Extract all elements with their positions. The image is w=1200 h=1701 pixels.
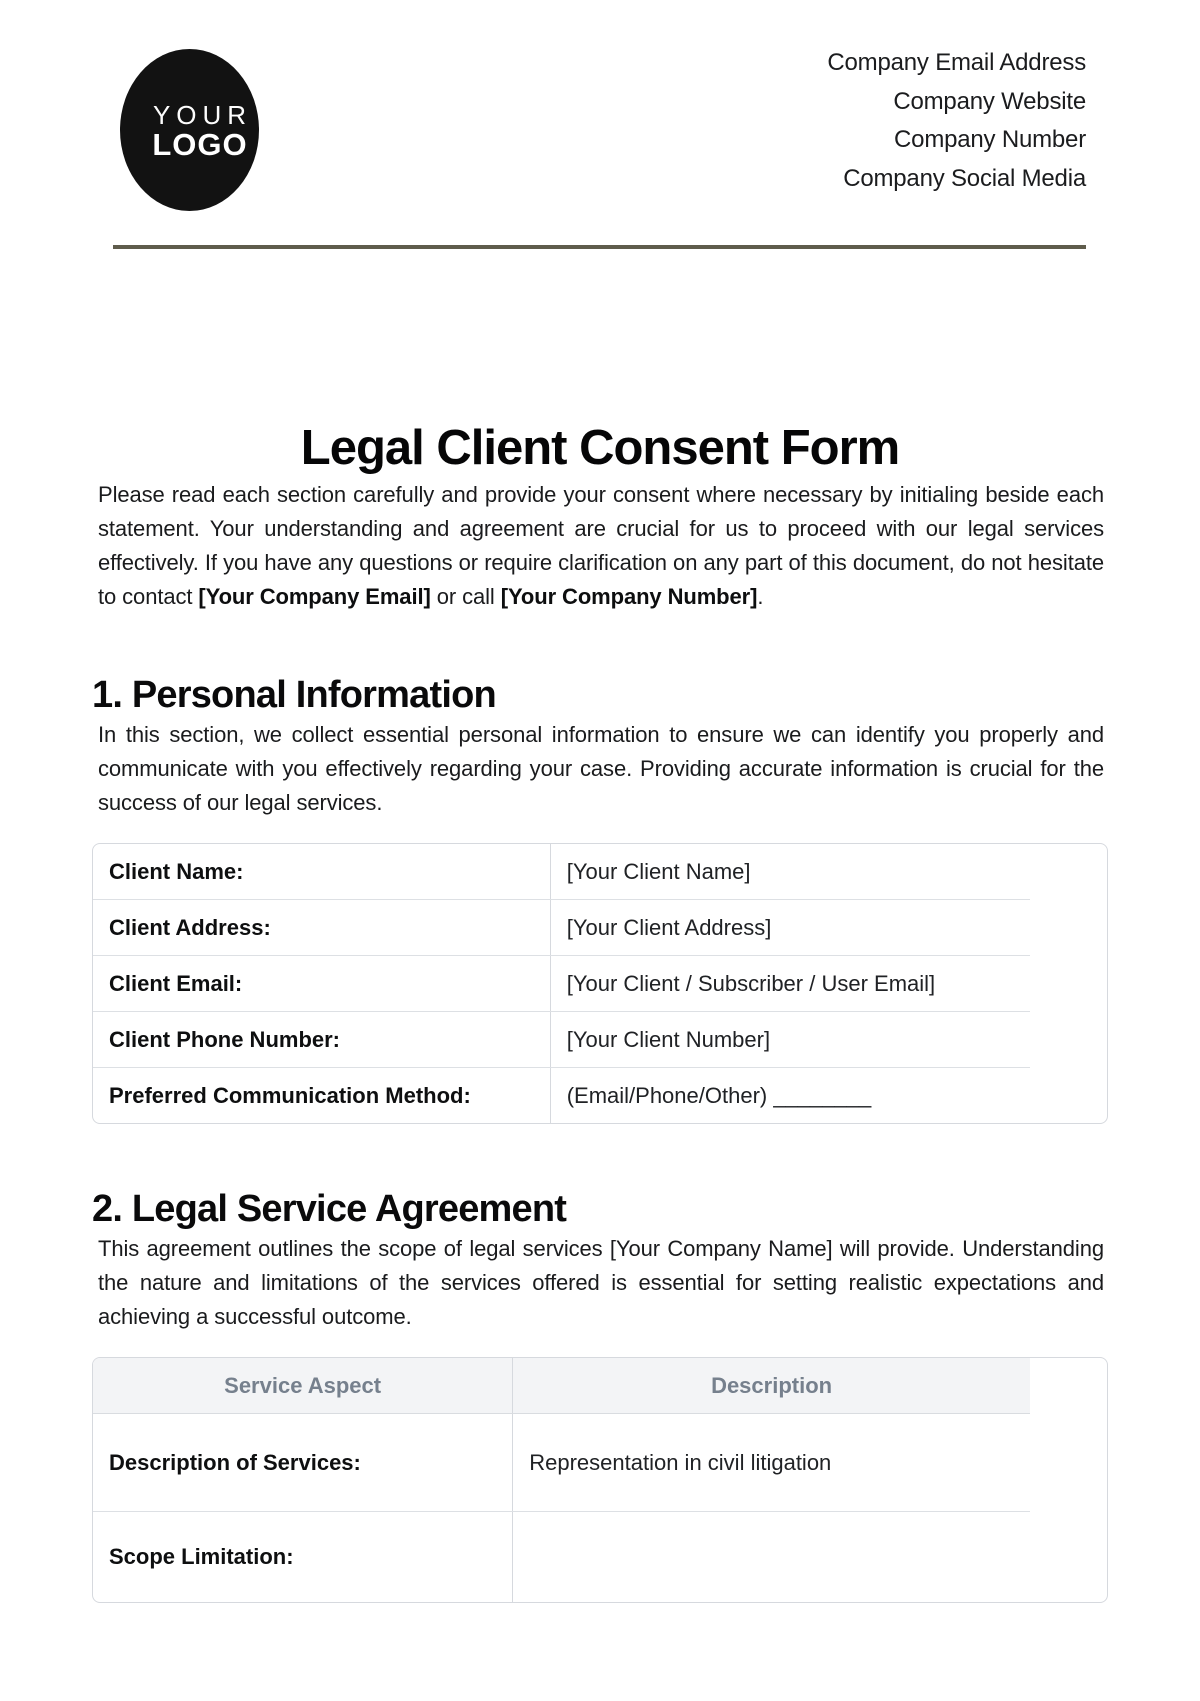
service-agreement-table [93, 1358, 1030, 1602]
intro-paragraph [98, 478, 1104, 614]
row-label-cell: Client Phone Number: [93, 1012, 550, 1068]
company-logo [120, 49, 259, 211]
company-social-line: Company Social Media [843, 164, 1086, 192]
personal-info-table-container [92, 843, 1108, 1124]
service-table-header-row [93, 1358, 1030, 1414]
service-aspect-column-header: Service Aspect [93, 1358, 513, 1414]
personal-info-table-body [93, 844, 1030, 1123]
row-value-cell: [Your Client Name] [550, 844, 1030, 900]
company-email-line: Company Email Address [827, 49, 1086, 76]
section-1-description: In this section, we collect essential personal information to ensure we can identify you properly and communicate with you effectively regarding your case. Providing accurate information is crucial for the success of our legal services. [98, 722, 1104, 815]
page-title: Legal Client Consent Form [300, 421, 900, 475]
section-1-heading: 1. Personal Information [92, 674, 496, 716]
row-label-cell: Client Address: [93, 900, 550, 956]
header-divider-rule [113, 245, 1086, 249]
row-value-cell [513, 1512, 1030, 1602]
table-row [93, 900, 1030, 956]
description-column-header: Description [513, 1358, 1030, 1414]
row-value-cell: [Your Client / Subscriber / User Email] [550, 956, 1030, 1012]
company-email-placeholder: [Your Company Email] [198, 584, 431, 609]
row-value-cell: [Your Client Number] [550, 1012, 1030, 1068]
intro-text-1: Please read each section carefully and provide your consent where necessary by initialing beside each statement. Your understanding and agreement are crucial for us to proceed with our legal services effectively. If you have any questions or require clarification on any part of this document, do not hesitate to contact [98, 482, 1104, 609]
table-row [93, 1414, 1030, 1512]
row-value-cell: (Email/Phone/Other) ________ [566, 1083, 872, 1108]
row-label-cell: Scope Limitation: [93, 1512, 513, 1602]
service-agreement-table-body [93, 1414, 1030, 1602]
row-value-cell: [Your Client Address] [550, 900, 1030, 956]
logo-text-logo: LOGO [152, 127, 248, 162]
company-website-line: Company Website [893, 87, 1086, 115]
row-value-cell: Representation in civil litigation [513, 1414, 1030, 1512]
row-label-cell: Preferred Communication Method: [93, 1068, 550, 1124]
intro-text-2: or call [430, 584, 501, 609]
section-2-heading: 2. Legal Service Agreement [92, 1188, 567, 1230]
section-2-description: This agreement outlines the scope of legal services [Your Company Name] will provide. Understanding the nature and limitations of the services offered is essential for setting realistic expectations and achieving a successful outcome. [98, 1236, 1104, 1329]
document-body [0, 418, 1200, 1603]
company-number-line: Company Number [894, 126, 1086, 154]
table-row [93, 1068, 1030, 1124]
row-label-cell: Description of Services: [93, 1414, 513, 1512]
table-row [93, 956, 1030, 1012]
table-row [93, 1512, 1030, 1602]
document-header [0, 0, 1200, 250]
logo-text-your: YOUR [152, 100, 253, 130]
row-label-cell: Client Email: [93, 956, 550, 1012]
company-number-placeholder: [Your Company Number] [500, 584, 758, 609]
company-contact-block [827, 44, 1086, 198]
service-agreement-table-container [92, 1357, 1108, 1603]
table-row [93, 844, 1030, 900]
row-label-cell: Client Name: [93, 844, 550, 900]
personal-info-table [93, 844, 1030, 1123]
intro-text-3: . [757, 584, 764, 609]
table-row [93, 1012, 1030, 1068]
